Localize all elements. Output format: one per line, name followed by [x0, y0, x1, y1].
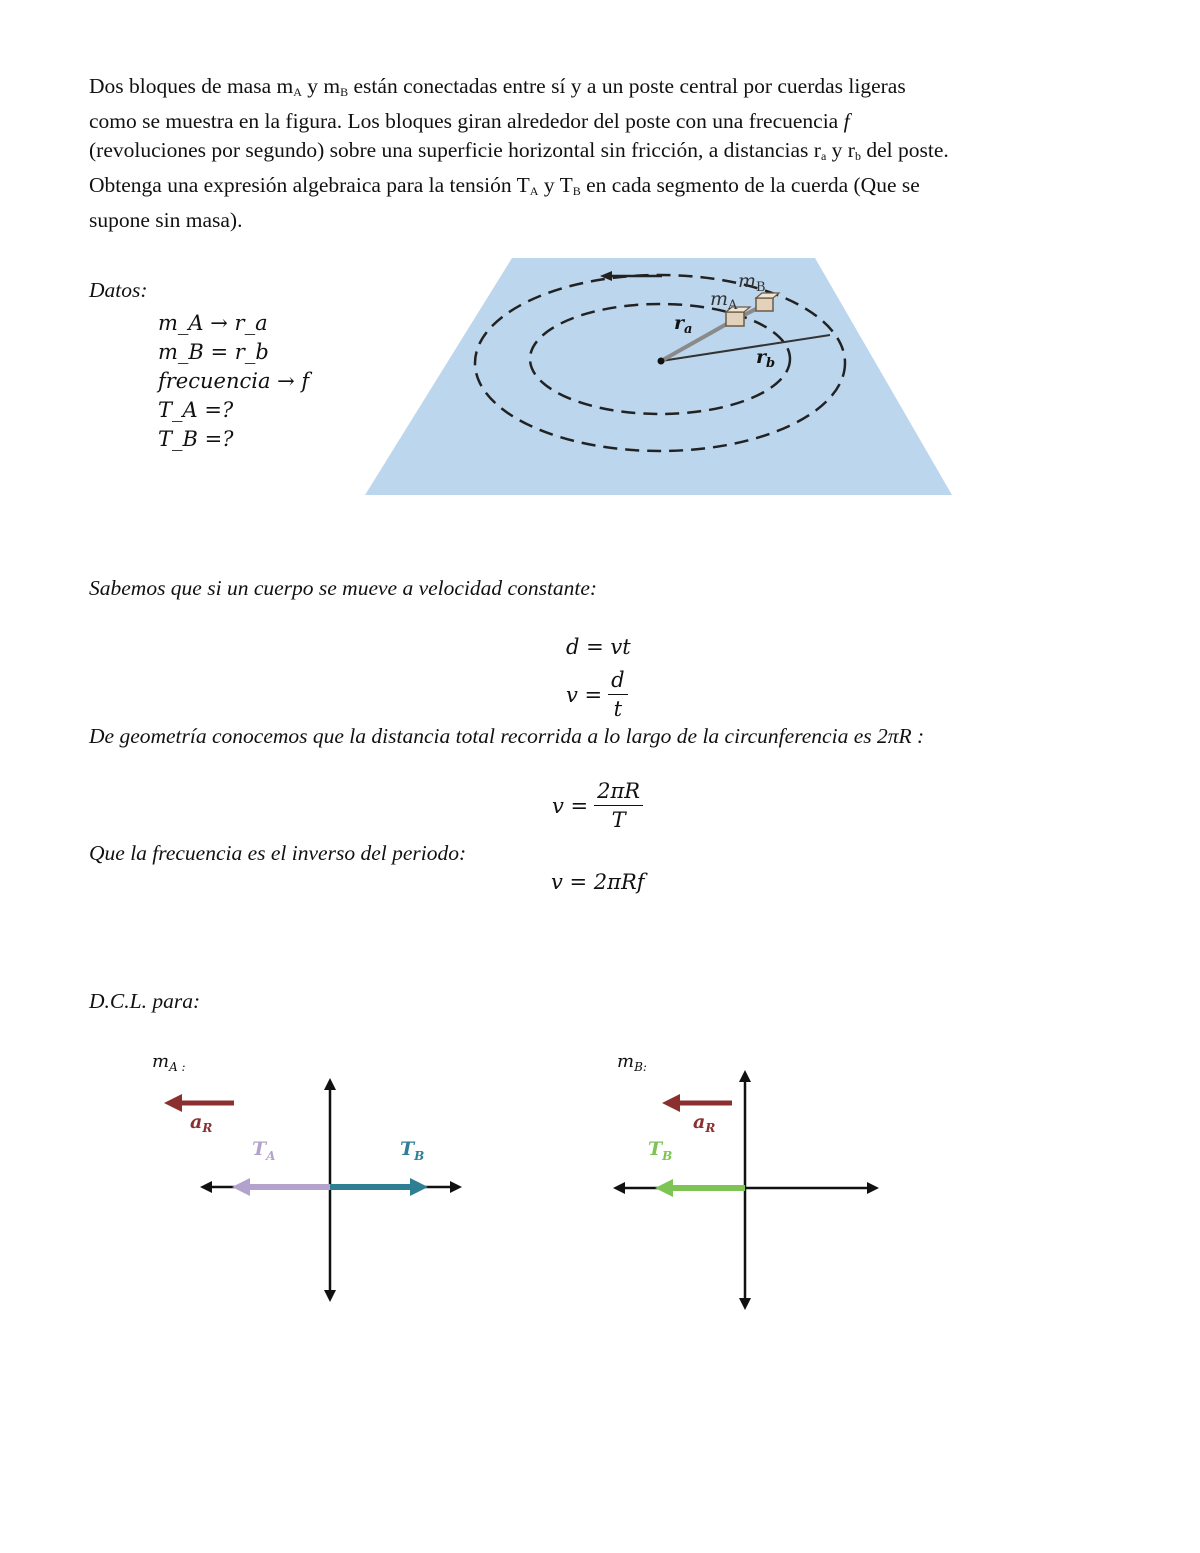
text-frequency: Que la frecuencia es el inverso del periodo: [89, 841, 467, 865]
fraction-2piR-over-T [594, 779, 643, 832]
equation-distance: d = vt [566, 635, 631, 659]
x-axis-right-arrowhead [867, 1182, 879, 1194]
datos-row: T_B =? [158, 427, 234, 451]
datos-title: Datos: [89, 278, 148, 302]
fraction-denominator: T [611, 808, 626, 832]
fbd-block-A [140, 1040, 480, 1310]
y-axis-up-arrowhead [324, 1078, 336, 1090]
datos-row: T_A =? [158, 398, 234, 422]
label-aR: $a_R$ [693, 1111, 716, 1135]
dcl-title: D.C.L. para: [89, 989, 201, 1013]
x-axis-right-arrowhead [450, 1181, 462, 1193]
problem-statement [89, 72, 1119, 235]
problem-line-5: supone sin masa). [89, 208, 243, 232]
fraction-numerator: d [608, 668, 627, 695]
label-mA: $m_A$ [710, 288, 738, 313]
text-geometry: De geometría conocemos que la distancia total recorrida a lo largo de la circunferencia es 2πR : [89, 724, 925, 748]
y-axis-up-arrowhead [739, 1070, 751, 1082]
problem-line-1: Dos bloques de masa $m_A$ y $m_B$ están conectadas entre sí y a un poste central por cuerdas ligeras [89, 74, 906, 99]
problem-line-3: (revoluciones por segundo) sobre una superficie horizontal sin fricción, a distancias $r_a$ y $r_b$ del poste. [89, 138, 949, 163]
text-constant-velocity: Sabemos que si un cuerpo se mueve a velocidad constante: [89, 576, 598, 600]
datos-row: frecuencia → f [158, 369, 310, 393]
problem-line-4: Obtenga una expresión algebraica para la tensión $T_A$ y $T_B$ en cada segmento de la cuerda (Que se [89, 173, 920, 198]
y-axis-down-arrowhead [739, 1298, 751, 1310]
rotating-blocks-figure [360, 255, 960, 500]
equation-velocity-dt [566, 668, 628, 721]
equation-velocity-period [552, 779, 643, 832]
acceleration-aR-arrowhead [164, 1094, 182, 1112]
fraction-d-over-t [608, 668, 627, 721]
label-TA: $T_A$ [252, 1138, 276, 1163]
equation-lhs: v = [552, 793, 589, 818]
central-post [658, 358, 665, 365]
equation-velocity-frequency: v = 2πRf [551, 870, 645, 894]
problem-line-2: como se muestra en la figura. Los bloques giran alrededor del poste con una frecuencia f [89, 109, 850, 133]
x-axis-left-arrowhead [200, 1181, 212, 1193]
label-TB: $T_B$ [400, 1138, 425, 1163]
label-mB: $m_B$ [738, 270, 766, 295]
fbd-B-title: $m_{B:}$ [617, 1051, 647, 1074]
fbd-A-title: $m_{A :}$ [152, 1051, 186, 1074]
label-rb: $r_b$ [756, 346, 776, 371]
x-axis-left-arrowhead [613, 1182, 625, 1194]
datos-row: m_B = r_b [158, 340, 269, 364]
acceleration-aR-arrowhead [662, 1094, 680, 1112]
fraction-denominator: t [613, 697, 623, 721]
tension-TA-arrowhead [232, 1178, 250, 1196]
fbd-block-B [600, 1040, 900, 1320]
horizontal-plane [365, 258, 952, 495]
y-axis-down-arrowhead [324, 1290, 336, 1302]
tension-TB-arrowhead [410, 1178, 428, 1196]
label-TB: $T_B$ [648, 1138, 673, 1163]
datos-row: m_A → r_a [158, 311, 268, 335]
datos-list [158, 309, 309, 454]
fraction-numerator: 2πR [594, 779, 643, 806]
tension-TB-arrowhead [655, 1179, 673, 1197]
label-aR: $a_R$ [190, 1111, 213, 1135]
equation-lhs: v = [566, 682, 603, 707]
label-ra: $r_a$ [674, 312, 693, 337]
